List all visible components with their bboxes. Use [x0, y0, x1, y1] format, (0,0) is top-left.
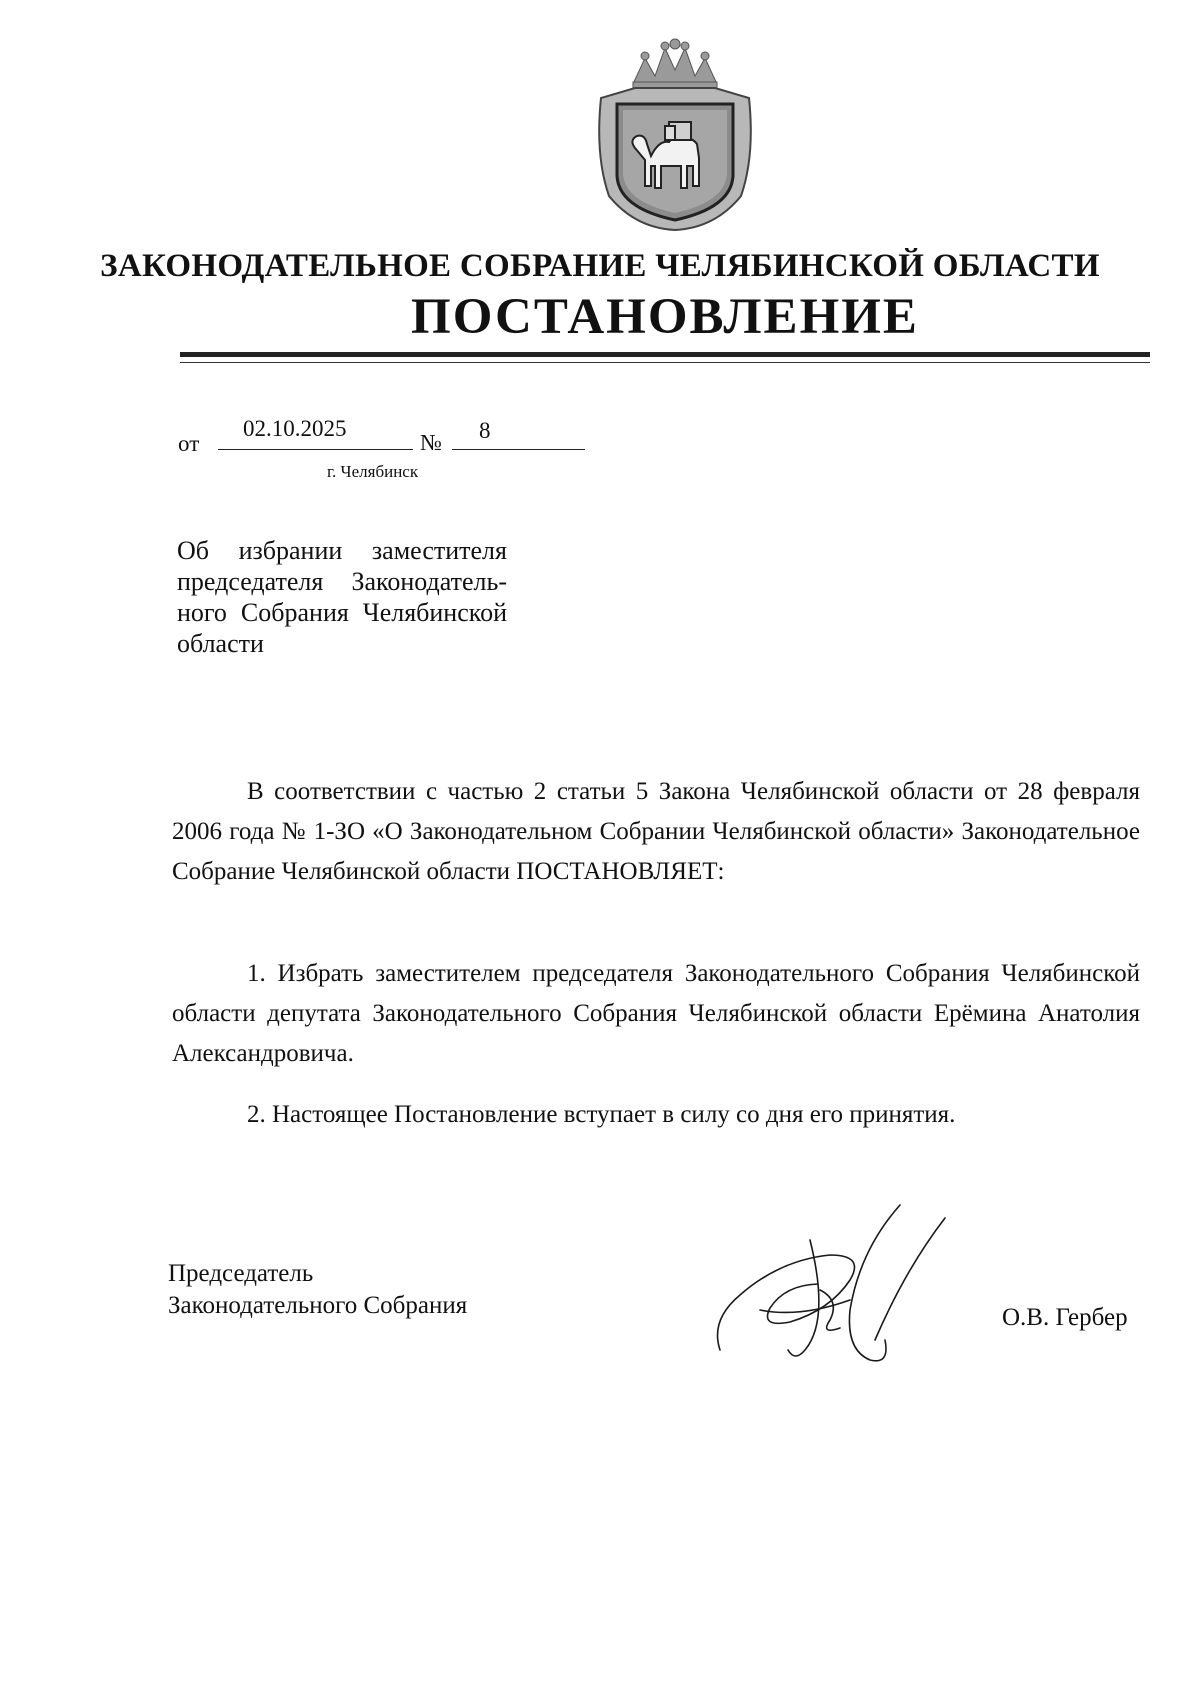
document-date: 02.10.2025	[243, 416, 347, 441]
handwritten-signature	[700, 1200, 970, 1390]
signatory-title	[168, 1258, 467, 1322]
header-divider-thick	[180, 352, 1150, 357]
document-number: 8	[479, 418, 491, 443]
organization-title: ЗАКОНОДАТЕЛЬНОЕ СОБРАНИЕ ЧЕЛЯБИНСКОЙ ОБЛАСТИ	[100, 248, 1100, 284]
number-prefix: №	[420, 430, 442, 455]
document-subject: Об избрании заместителя председателя Законодательного Собрания Челябинской области	[177, 536, 507, 658]
resolution-item-1: 1. Избрать заместителем председателя Законодательного Собрания Челябинской области депутата Законодательного Собрания Челябинской области Ерёмина Анатолия Александровича.	[172, 960, 1140, 1067]
signatory-title-line-1: Председатель	[168, 1260, 314, 1287]
resolution-item-2: 2. Настоящее Постановление вступает в силу со дня его принятия.	[247, 1101, 956, 1128]
city-label: г. Челябинск	[327, 462, 419, 481]
header-divider-thin	[180, 362, 1150, 363]
date-prefix: от	[178, 431, 200, 456]
signatory-name: О.В. Гербер	[1002, 1304, 1128, 1331]
preamble-paragraph: В соответствии с частью 2 статьи 5 Закона Челябинской области от 28 февраля 2006 года № 1-ЗО «О Законодательном Собрании Челябинской области» Законодательное Собрание Челябинской области ПОСТАНОВЛЯЕТ:	[172, 778, 1140, 885]
coat-of-arms-emblem	[595, 36, 755, 232]
number-underline	[452, 449, 585, 450]
signatory-title-line-2: Законодательного Собрания	[168, 1292, 468, 1319]
date-underline	[218, 449, 413, 450]
document-type-title: ПОСТАНОВЛЕНИЕ	[411, 289, 919, 345]
